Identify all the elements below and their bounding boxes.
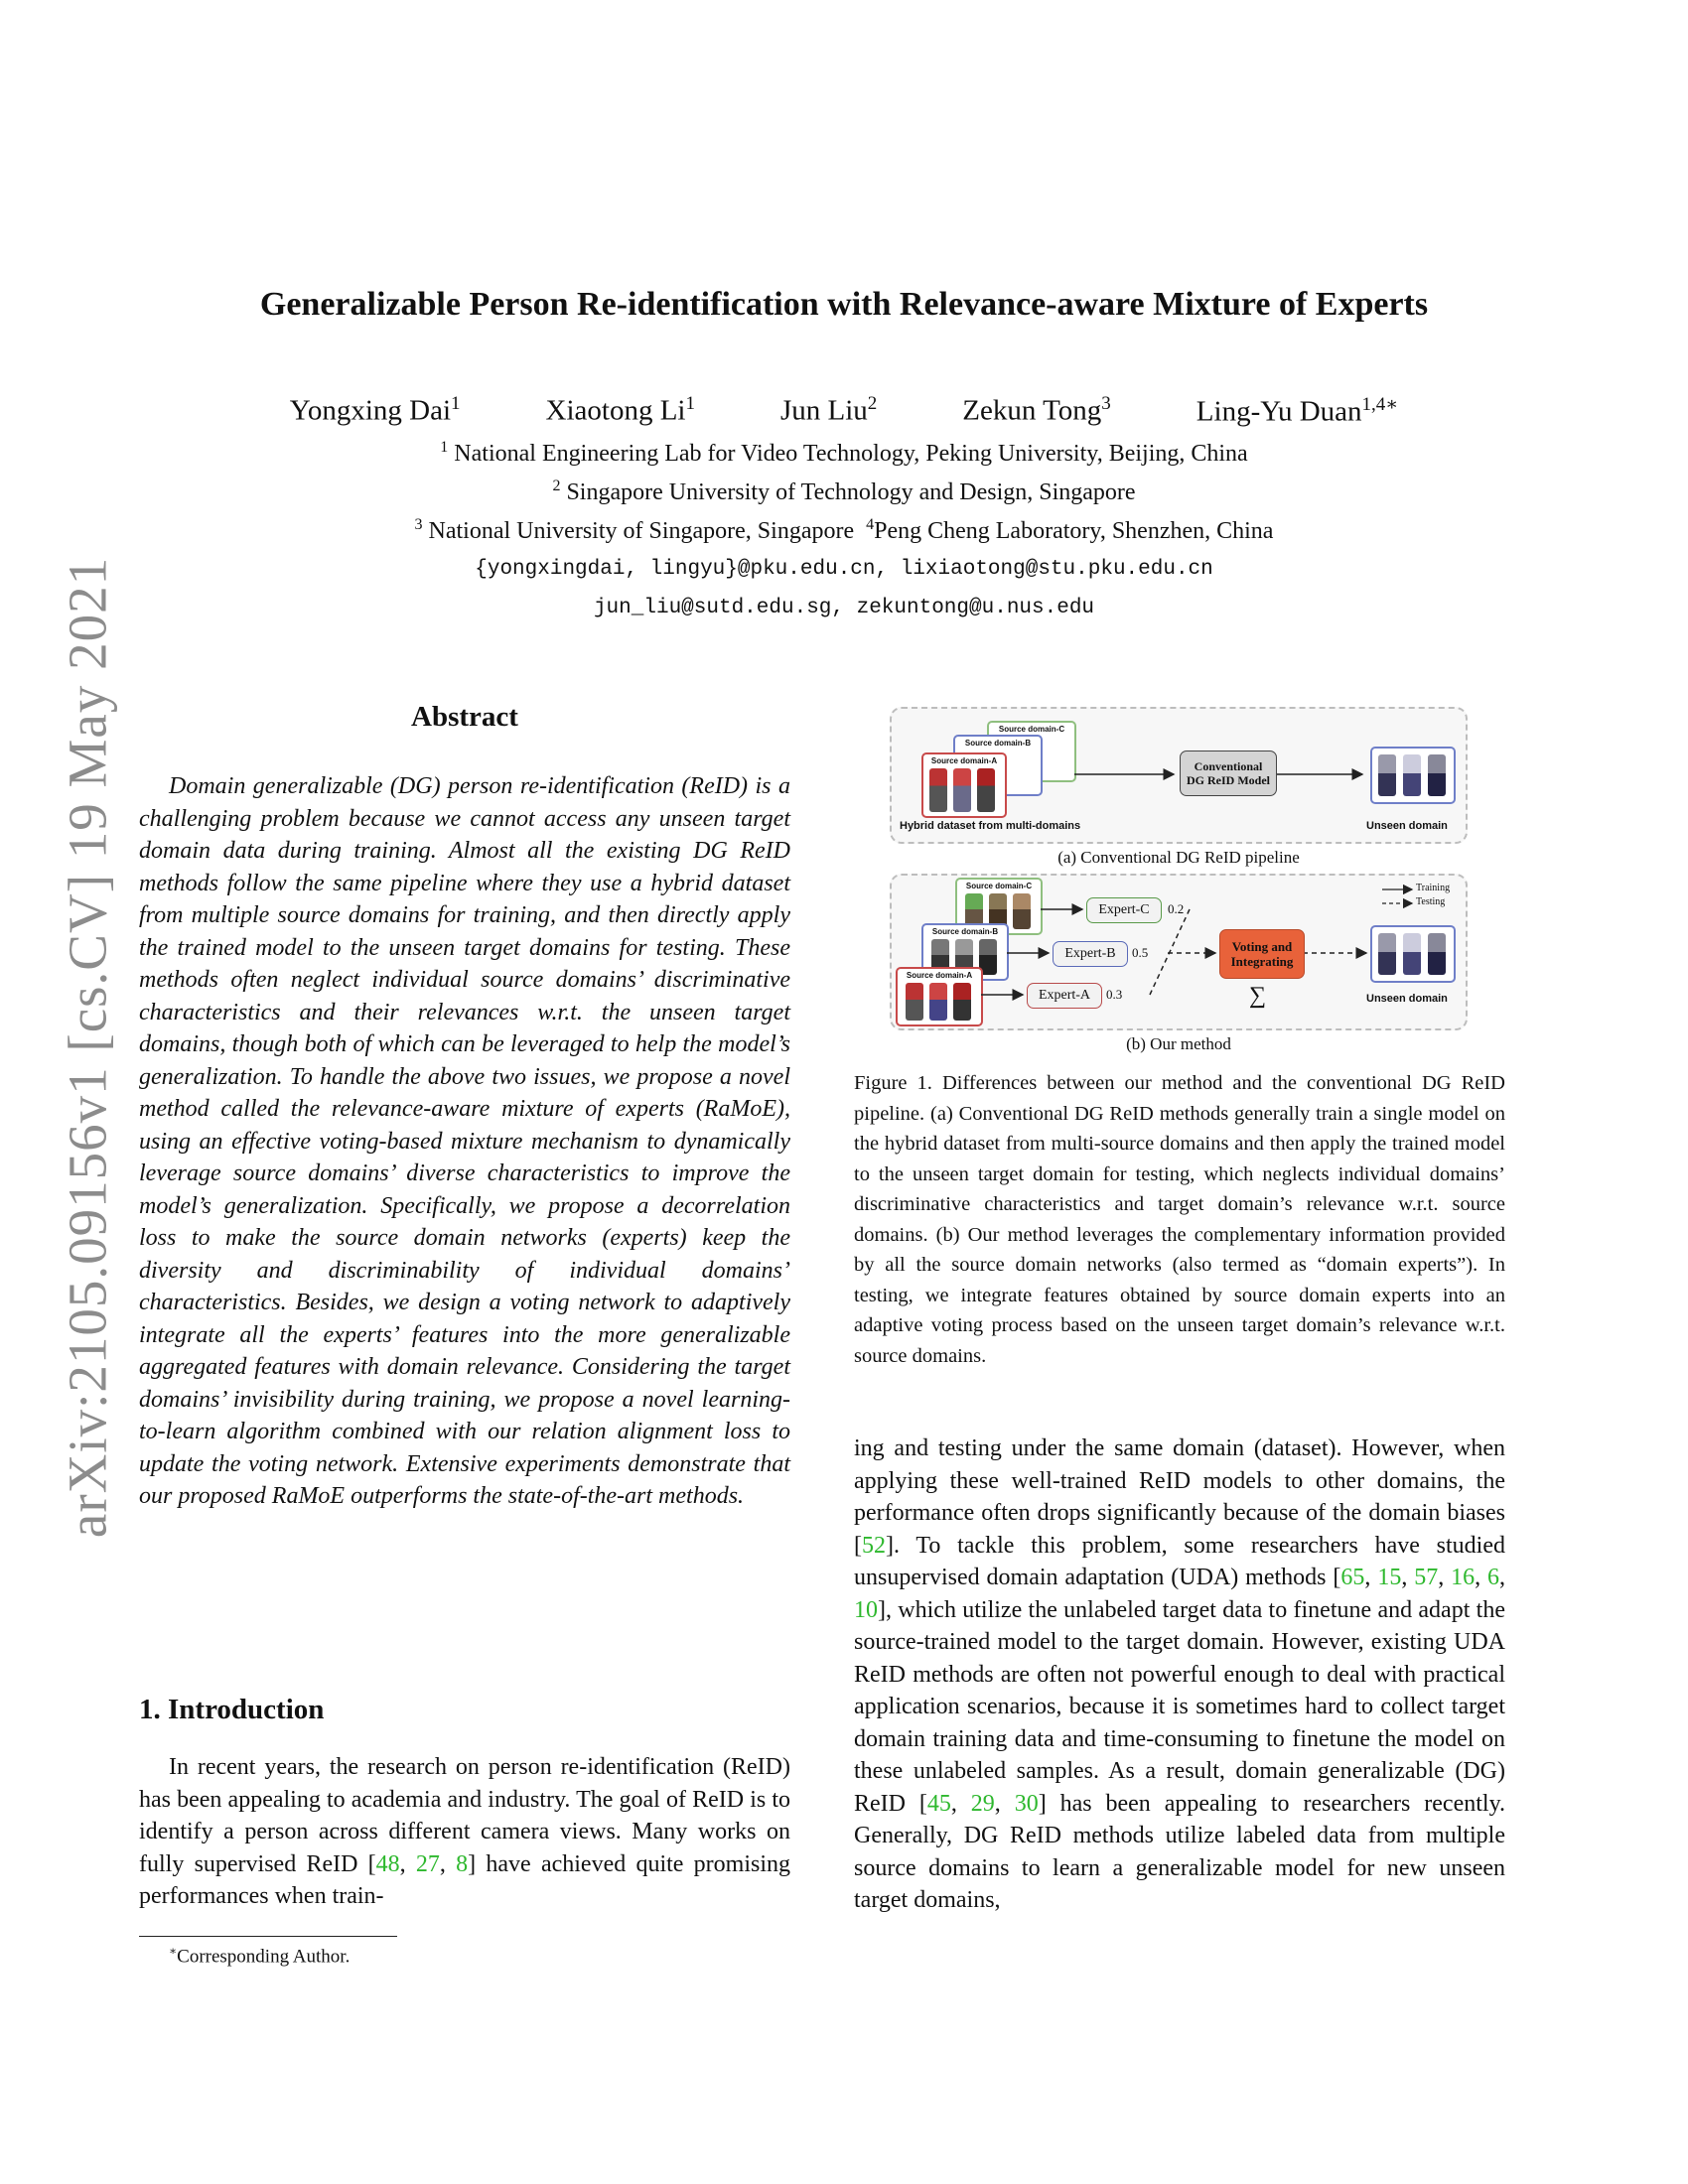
unseen-domain-images bbox=[1370, 747, 1456, 804]
expert-b-box: Expert-B bbox=[1053, 941, 1128, 967]
citation-link[interactable]: 15 bbox=[1377, 1565, 1402, 1590]
abstract-body bbox=[139, 770, 790, 1513]
section-heading: 1. Introduction bbox=[139, 1694, 325, 1725]
hybrid-dataset-label: Hybrid dataset from multi-domains bbox=[900, 820, 1081, 832]
affiliation-2: $^2$ Singapore University of Technology and Design, Singapore bbox=[552, 478, 1136, 505]
affiliation-3-4: $^3$ National University of Singapore, Singapore $^4$Peng Cheng Laboratory, Shenzhen, China bbox=[414, 516, 1274, 544]
legend-training: Training bbox=[1416, 883, 1451, 893]
weight-c: 0.2 bbox=[1168, 901, 1185, 916]
intro-paragraph-2: ing and testing under the same domain (dataset). However, when applying these well-trained ReID models to other domains, the performance often drops significantly because of the domain biases [52]. To tackle this problem, some researchers have studied unsupervised domain adaptation (UDA) methods [65, 15, 57, 16, 6, 10], which utilize the unlabeled target data to finetune and adapt the source-trained model to the target domain. However, existing UDA ReID methods are often not powerful enough to deal with practical application scenarios, because it is sometimes hard to collect target domain training data and time-consuming to finetune the model on these unlabeled samples. As a result, domain generalizable (DG) ReID [45, 29, 30] has been appealing to researchers recently. Generally, DG ReID methods utilize labeled data from multiple source domains to learn a generalizable model for new unseen target domains, bbox=[854, 1435, 1506, 1913]
unseen-domain-label: Unseen domain bbox=[1366, 993, 1448, 1005]
citation-link[interactable]: 65 bbox=[1340, 1565, 1365, 1590]
author: Yongxing Dai$^1$ bbox=[289, 393, 461, 427]
voting-integrating-box: Voting and Integrating bbox=[1219, 929, 1305, 979]
author: Jun Liu$^2$ bbox=[779, 393, 878, 427]
citation-link[interactable]: 45 bbox=[926, 1790, 951, 1817]
arxiv-id: arXiv:2105.09156v1 [cs.CV] 19 May 2021 bbox=[57, 556, 118, 1539]
emails-line-2: jun_liu@sutd.edu.sg, zekuntong@u.nus.edu bbox=[593, 597, 1095, 619]
source-domain-a-stack: Source domain-A bbox=[921, 752, 1007, 818]
abstract-text: Domain generalizable (DG) person re-identification (ReID) is a challenging problem because we cannot access any unseen target domain data during training. Almost all the existing DG ReID methods follow the same pipeline where they use a hybrid dataset from multiple source domains for training, and then directly apply the trained model to the unseen target domains for testing. These methods often neglect individual source domains’ discriminative characteristics and their relevances w.r.t. the unseen target domains, though both of which can be leveraged to help the model’s generalization. To handle the above two issues, we propose a novel method called the relevance-aware mixture of experts (RaMoE), using an effective voting-based mixture mechanism to dynamically leverage source domains’ diverse characteristics to improve the model’s generalization. Specifically, we propose a decorrelation loss to make the source domain networks (experts) keep the diversity and discriminability of individual domains’ characteristics. Besides, we design a voting network to adaptively integrate all the experts’ features into the more generalizable aggregated features with domain relevance. Considering the target domains’ invisibility during training, we propose a novel learning-to-learn algorithm combined with our relation alignment loss to update the voting network. Extensive experiments demonstrate that our proposed RaMoE outperforms the state-of-the-art methods. bbox=[139, 773, 790, 1509]
panel-a-caption: (a) Conventional DG ReID pipeline bbox=[1057, 848, 1300, 867]
footnote: ∗Corresponding Author. bbox=[169, 1944, 351, 1968]
conventional-model-box: Conventional DG ReID Model bbox=[1180, 751, 1277, 796]
source-domain-c-images: Source domain-C bbox=[955, 878, 1043, 935]
weight-b: 0.5 bbox=[1132, 945, 1149, 960]
source-domain-b-images: Source domain-B bbox=[921, 923, 1009, 981]
author: Ling-Yu Duan$^{1,4∗}$ bbox=[1196, 394, 1399, 428]
unseen-domain-label: Unseen domain bbox=[1366, 820, 1448, 832]
unseen-domain-images bbox=[1370, 925, 1456, 983]
citation-link[interactable]: 10 bbox=[854, 1596, 878, 1623]
figure-caption: Figure 1. Differences between our method and the conventional DG ReID pipeline. (a) Conventional DG ReID methods generally train a single model on the hybrid dataset from multi-source domains and then apply the trained model to the unseen target domain for testing, which neglects individual domains’ discriminative characteristics and target domain’s relevance w.r.t. source domains. (b) Our method leverages the complementary information provided by all the source domain networks (also termed as “domain experts”). In testing, we integrate features obtained by source domain experts into an adaptive voting process based on the unseen target domain’s relevance w.r.t. source domains. bbox=[854, 1072, 1505, 1367]
figure-panel-a bbox=[890, 707, 1468, 844]
citation-link[interactable]: 48 bbox=[375, 1850, 400, 1877]
paper-title: Generalizable Person Re-identification with Relevance-aware Mixture of Experts bbox=[259, 286, 1429, 323]
source-domain-b-stack: Source domain-B bbox=[953, 735, 1043, 796]
source-domain-a-images: Source domain-A bbox=[896, 967, 983, 1026]
panel-b-caption: (b) Our method bbox=[1126, 1034, 1231, 1053]
author-list bbox=[0, 393, 1688, 429]
arxiv-stamp bbox=[48, 551, 127, 1544]
abstract-heading: Abstract bbox=[411, 701, 518, 733]
citation-link[interactable]: 57 bbox=[1414, 1565, 1439, 1590]
emails-line-1: {yongxingdai, lingyu}@pku.edu.cn, lixiaotong@stu.pku.edu.cn bbox=[475, 558, 1213, 581]
legend-testing: Testing bbox=[1416, 896, 1446, 907]
author: Xiaotong Li$^1$ bbox=[545, 393, 695, 427]
citation-link[interactable]: 30 bbox=[1014, 1790, 1039, 1817]
citation-link[interactable]: 27 bbox=[415, 1850, 440, 1877]
citation-link[interactable]: 29 bbox=[970, 1790, 995, 1817]
author: Zekun Tong$^3$ bbox=[962, 393, 1111, 427]
figure-panel-b bbox=[890, 874, 1468, 1030]
intro-paragraph-1: In recent years, the research on person re-identification (ReID) has been appealing to academia and industry. The goal of ReID is to identify a person across different camera views. Many works on fully supervised ReID [48, 27, 8] have achieved quite promising performances when train- bbox=[139, 1754, 791, 1909]
affiliation-1: $^1$ National Engineering Lab for Video Technology, Peking University, Beijing, China bbox=[440, 439, 1248, 467]
expert-a-box: Expert-A bbox=[1027, 983, 1102, 1009]
citation-link[interactable]: 16 bbox=[1451, 1565, 1476, 1590]
citation-link[interactable]: 8 bbox=[456, 1850, 469, 1877]
footnote-rule bbox=[139, 1936, 397, 1937]
citation-link[interactable]: 6 bbox=[1487, 1565, 1500, 1590]
expert-c-box: Expert-C bbox=[1086, 897, 1162, 923]
source-domain-c-stack: Source domain-C bbox=[987, 721, 1076, 782]
weight-a: 0.3 bbox=[1106, 987, 1123, 1002]
sum-symbol: ∑ bbox=[1249, 983, 1267, 1009]
figure-1 bbox=[890, 707, 1468, 1054]
citation-link[interactable]: 52 bbox=[862, 1532, 886, 1559]
